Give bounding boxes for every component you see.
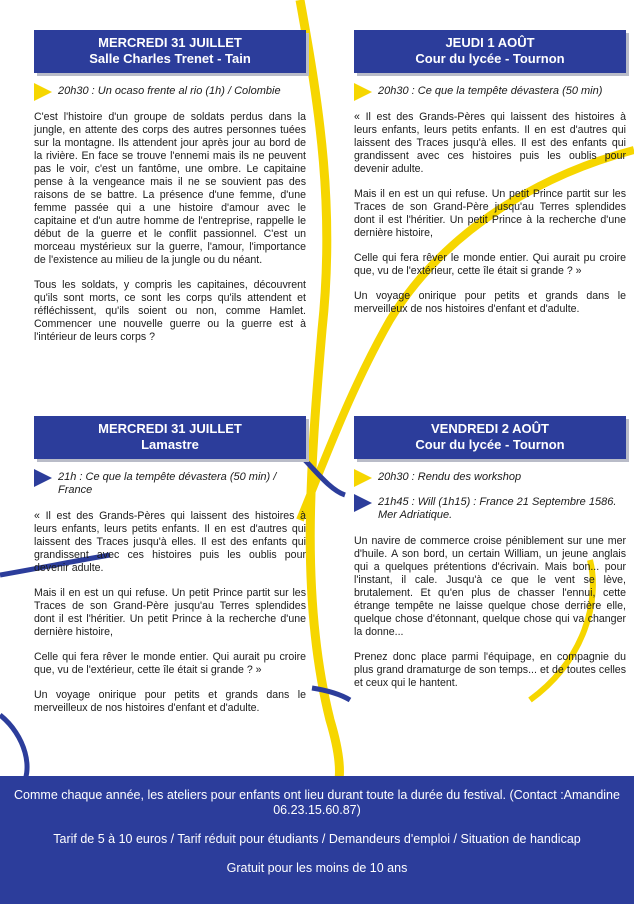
event-line	[354, 85, 626, 98]
heading-venue: Cour du lycée - Tournon	[415, 437, 565, 452]
paragraph: C'est l'histoire d'un groupe de soldats perdus dans la jungle, en attente des corps des autres personnes tuées sur la montagne. Ils attendent jour après jour au bord de la rivière. En face se trouve l'ennemi mais ils ne peuvent pas le voir, c'est un fantôme, une ombre. Le capitaine pense à la vengeance mais il ne se souvient pas des raisons de se battre. La présence d'une femme, d'une femme passée qui a une histoire d'amour avec le capitaine et d'un autre homme de l'entreprise, rappelle le début de la guerre et le conflit passionnel. C'est un morceau mystérieux sur la guerre, l'amour, l'importance de l'existence au milieu de la jungle ou du néant.	[34, 111, 306, 266]
footer-banner	[0, 776, 634, 904]
paragraph: Mais il en est un qui refuse. Un petit Prince partit sur les Traces de son Grand-Père jusqu'au Terres splendides dont il est l'héritier. Un petit Prince à la recherche d'une dernière histoire,	[354, 188, 626, 239]
paragraph: Celle qui fera rêver le monde entier. Qui aurait pu croire que, vu de l'extérieur, cette île était si grande ? »	[354, 252, 626, 277]
footer-workshops: Comme chaque année, les ateliers pour enfants ont lieu durant toute la durée du festival. (Contact :Amandine 06.23.15.60.87)	[14, 788, 620, 817]
yellow-triangle-icon	[34, 83, 52, 101]
description	[34, 111, 306, 344]
yellow-triangle-icon	[354, 83, 372, 101]
section-heading	[354, 30, 626, 73]
heading-day: VENDREDI 2 AOÛT	[431, 421, 549, 436]
heading-venue: Cour du lycée - Tournon	[415, 51, 565, 66]
event-line	[354, 496, 626, 522]
section-heading	[354, 416, 626, 459]
event-text: 20h30 : Ce que la tempête dévastera (50 min)	[378, 85, 603, 97]
section-heading	[34, 416, 306, 459]
event-text: 21h : Ce que la tempête dévastera (50 min) / France	[58, 471, 277, 496]
event-line	[34, 85, 306, 98]
blue-triangle-icon	[354, 494, 372, 512]
footer-pricing: Tarif de 5 à 10 euros / Tarif réduit pour étudiants / Demandeurs d'emploi / Situation de handicap	[53, 832, 581, 846]
section-mercredi-tain	[34, 30, 306, 356]
section-jeudi-tournon	[354, 30, 626, 328]
description	[34, 510, 306, 715]
paragraph: Un navire de commerce croise péniblement sur une mer d'huile. A son bord, un certain William, un jeune anglais qui a quelques prétentions d'écrivain. Mais bon... pour l'instant, il cale. Jusqu'à ce que le vent se lève, brutalement. Et qu'en plus de chasser l'ennui, cette étrange tempête ne laisse quelque chose derrière elle, quelque chose d'étonnant, quelque chose qui va changer la donne...	[354, 535, 626, 638]
paragraph: Mais il en est un qui refuse. Un petit Prince partit sur les Traces de son Grand-Père jusqu'au Terres splendides dont il est l'héritier. Un petit Prince à la recherche d'une dernière histoire,	[34, 587, 306, 638]
paragraph: Tous les soldats, y compris les capitaines, découvrent qu'ils sont morts, ce sont les corps qu'ils attendent et réfléchissent, qu'ils soient ou non, comme Hamlet. Commencer une nouvelle guerre ou la guerre est à l'intérieur de leurs corps ?	[34, 279, 306, 343]
heading-day: MERCREDI 31 JUILLET	[98, 421, 242, 436]
heading-venue: Salle Charles Trenet - Tain	[89, 51, 251, 66]
heading-venue: Lamastre	[141, 437, 199, 452]
paragraph: Un voyage onirique pour petits et grands dans le merveilleux de nos histoires d'enfant et d'adulte.	[34, 689, 306, 714]
section-heading	[34, 30, 306, 73]
description	[354, 535, 626, 690]
blue-triangle-icon	[34, 469, 52, 487]
event-text: 20h30 : Rendu des workshop	[378, 471, 522, 483]
event-text: 20h30 : Un ocaso frente al rio (1h) / Colombie	[58, 85, 281, 97]
event-line	[34, 471, 306, 497]
section-mercredi-lamastre	[34, 416, 306, 727]
heading-day: JEUDI 1 AOÛT	[445, 35, 535, 50]
event-text: 21h45 : Will (1h15) : France 21 Septembre 1586. Mer Adriatique.	[378, 496, 617, 521]
paragraph: Prenez donc place parmi l'équipage, en compagnie du plus grand dramaturge de son temps... et de toutes celles et ceux qui le hantent.	[354, 651, 626, 689]
paragraph: « Il est des Grands-Pères qui laissent des histoires à leurs enfants, leurs petits enfants. Il en est d'autres qui laissent des Traces jusqu'à elles. Il est des enfants qui grandissent avec ces histoires puis les oublis pour devenir adulte.	[354, 111, 626, 175]
heading-day: MERCREDI 31 JUILLET	[98, 35, 242, 50]
description	[354, 111, 626, 316]
paragraph: Celle qui fera rêver le monde entier. Qui aurait pu croire que, vu de l'extérieur, cette île était si grande ? »	[34, 651, 306, 676]
paragraph: Un voyage onirique pour petits et grands dans le merveilleux de nos histoires d'enfant et d'adulte.	[354, 290, 626, 315]
paragraph: « Il est des Grands-Pères qui laissent des histoires à leurs enfants, leurs petits enfants. Il en est d'autres qui laissent des Traces jusqu'à elles. Il est des enfants qui grandissent avec ces histoires puis les oublis pour devenir adulte.	[34, 510, 306, 574]
yellow-triangle-icon	[354, 469, 372, 487]
section-vendredi-tournon	[354, 416, 626, 702]
footer-free: Gratuit pour les moins de 10 ans	[226, 861, 408, 875]
event-line	[354, 471, 626, 484]
blue-swirl	[312, 688, 350, 700]
